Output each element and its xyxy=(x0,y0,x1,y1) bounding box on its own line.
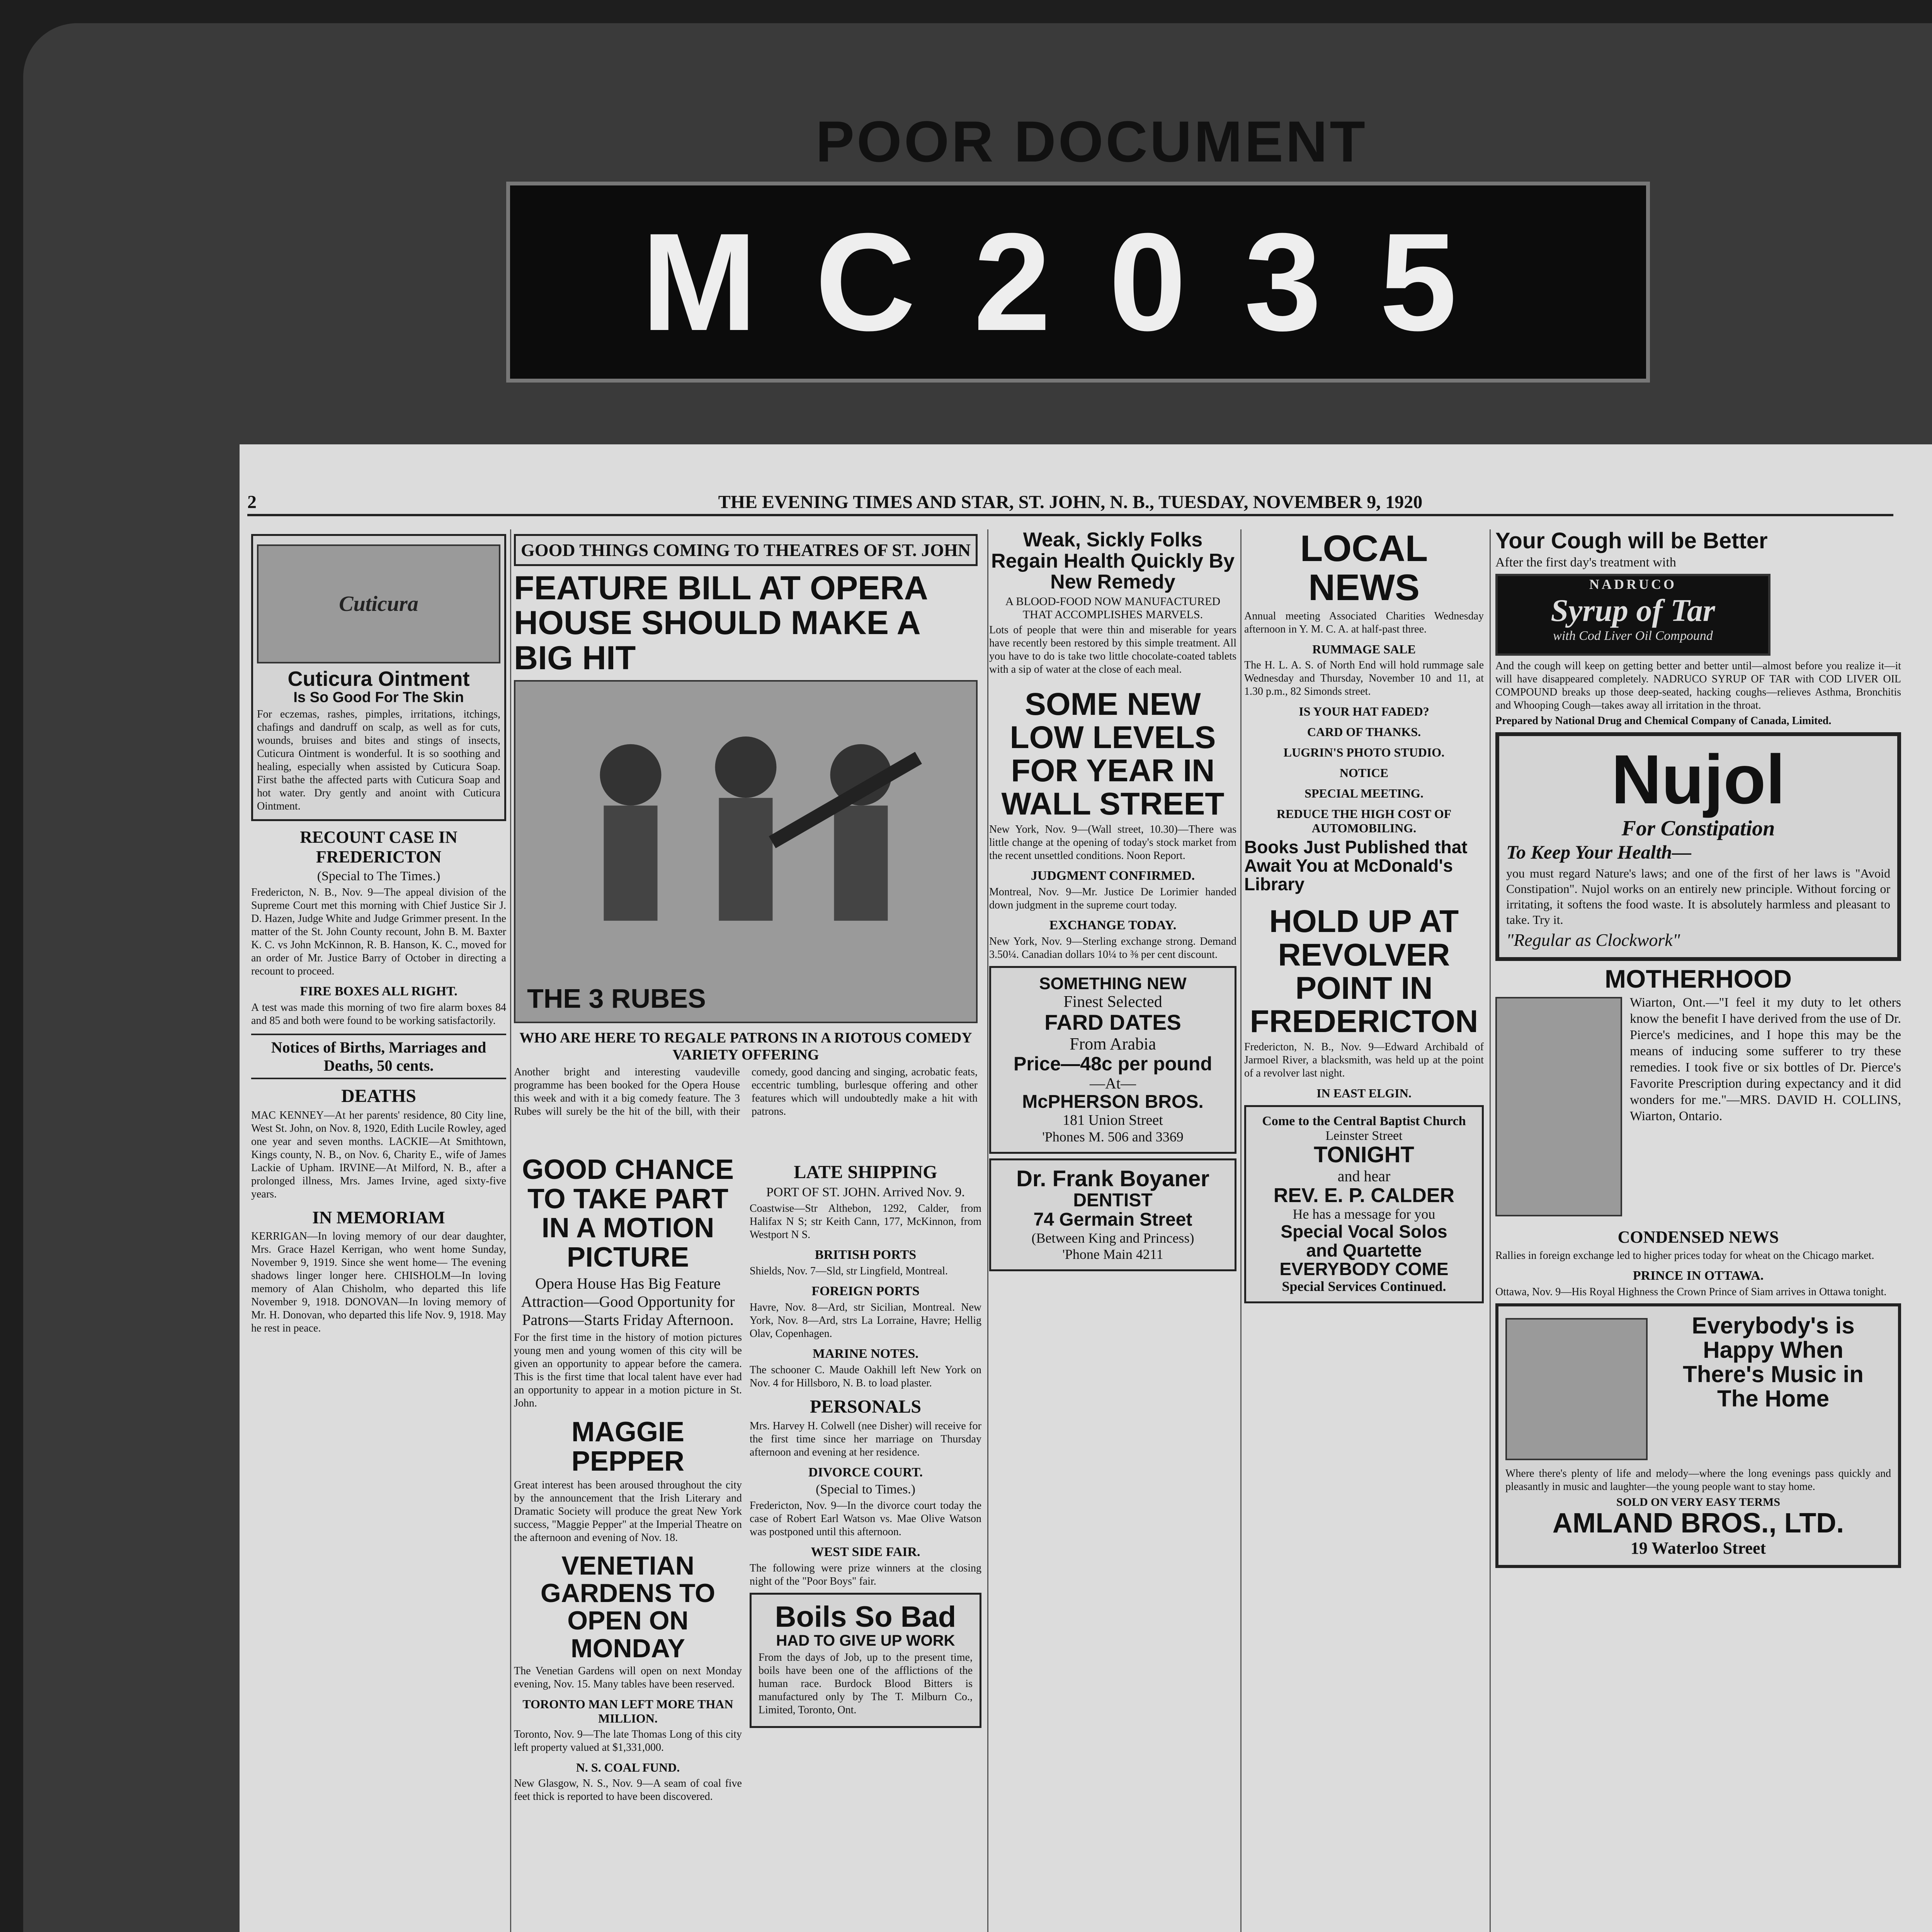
special-meeting-head: SPECIAL MEETING. xyxy=(1304,786,1423,800)
weak-folks-subhead: A BLOOD-FOOD NOW MANUFACTURED THAT ACCOMPLISHES MARVELS. xyxy=(1005,595,1221,621)
motherhood-headline: MOTHERHOOD xyxy=(1605,964,1792,993)
west-side-head: WEST SIDE FAIR. xyxy=(811,1545,920,1559)
books-notice: Books Just Published that Await You at McDonald's Library xyxy=(1244,837,1468,895)
judgment-head: JUDGMENT CONFIRMED. xyxy=(1031,869,1195,883)
column-2 xyxy=(514,1155,742,1932)
coal-headline: N. S. COAL FUND. xyxy=(576,1760,680,1775)
church-street: Leinster Street xyxy=(1325,1128,1403,1143)
automobiling-head: REDUCE THE HIGH COST OF AUTOMOBILING. xyxy=(1276,806,1452,835)
church-line: EVERYBODY COME xyxy=(1279,1259,1449,1279)
ad-address: 181 Union Street xyxy=(1063,1112,1163,1129)
syrup-of-tar-logo xyxy=(1495,574,1770,656)
ad-line: There's Music in xyxy=(1683,1361,1864,1388)
feature-headline: FEATURE BILL AT OPERA HOUSE SHOULD MAKE A BIG HIT xyxy=(514,570,927,677)
cartoon-caption: WHO ARE HERE TO REGALE PATRONS IN A RIOTOUS COMEDY VARIETY OFFERING xyxy=(519,1029,972,1063)
hat-faded-head: IS YOUR HAT FADED? xyxy=(1299,704,1429,718)
deaths-body: MAC KENNEY—At her parents' residence, 80 City line, West St. John, on Nov. 8, 1920, Edith Lucile Rowley, aged one year and seven months. LACKIE—At Smithtown, Kings county, N. B., on Nov. 6, Charity E., wife of James Lackie of Upham. IRVINE—At Milford, N. B., after a prolonged illness, Mrs. James Irvine, aged sixty-five years. xyxy=(251,1109,506,1200)
masthead xyxy=(247,491,1893,516)
condensed-news-head: CONDENSED NEWS xyxy=(1617,1228,1779,1247)
brand-label: Cuticura xyxy=(339,592,418,616)
church-line: and hear xyxy=(1337,1167,1391,1185)
prince-head: PRINCE IN OTTAWA. xyxy=(1633,1269,1764,1283)
logo-tagline: with Cod Liver Oil Compound xyxy=(1553,628,1713,643)
dentist-phone: 'Phone Main 4211 xyxy=(1062,1246,1163,1262)
column-rule xyxy=(987,529,988,1932)
feature-body: Another bright and interesting vaudeville programme has been booked for the Opera House this week and with it a big comedy feature. The 3 Rubes will surely be the hit of the bill, with their comedy, good dancing and singing, acrobatic feats, eccentric tumbling, burlesque offering and other features which will undoubtedly make a hit with patrons. xyxy=(514,1066,978,1117)
page-number: 2 xyxy=(247,492,257,512)
shipping-headline: LATE SHIPPING xyxy=(794,1162,937,1182)
notices-rate: Notices of Births, Marriages and Deaths, 50 cents. xyxy=(251,1034,506,1079)
fard-dates-ad xyxy=(989,966,1236,1154)
ad-store: McPHERSON BROS. xyxy=(1022,1091,1204,1112)
nujol-tagline: For Constipation xyxy=(1621,816,1775,840)
column-rule xyxy=(510,529,511,1932)
rummage-head: RUMMAGE SALE xyxy=(1312,642,1416,656)
british-ports-head: BRITISH PORTS xyxy=(815,1248,917,1262)
personals-head: PERSONALS xyxy=(810,1396,922,1417)
ad-price: Price—48c per pound xyxy=(1013,1053,1213,1075)
ad-body: Where there's plenty of life and melody—where the long evenings pass quickly and pleasantly in music and laughter—the young people want to stay home. xyxy=(1505,1468,1891,1493)
ad-phone: 'Phones M. 506 and 3369 xyxy=(1042,1129,1184,1145)
judgment-body: Montreal, Nov. 9—Mr. Justice De Lorimier handed down judgment in the supreme court today. xyxy=(989,886,1236,912)
ad-title: SOMETHING NEW xyxy=(1039,974,1187,993)
boils-body: From the days of Job, up to the present time, boils have been one of the afflictions of the human race. Burdock Blood Bitters is manufactured only by The T. Milburn Co., Limited, Toronto, Ont. xyxy=(759,1651,973,1716)
boils-ad xyxy=(750,1593,981,1728)
dentist-location: (Between King and Princess) xyxy=(1031,1230,1194,1246)
dentist-address: 74 Germain Street xyxy=(1033,1209,1192,1230)
wall-street-headline: SOME NEW LOW LEVELS FOR YEAR IN WALL STREET xyxy=(1001,686,1225,822)
church-line: Special Services Continued. xyxy=(1282,1279,1446,1294)
three-rubes-cartoon xyxy=(514,680,978,1023)
good-chance-headline: GOOD CHANCE TO TAKE PART IN A MOTION PICTURE xyxy=(522,1155,734,1273)
cough-body: And the cough will keep on getting better and better until—almost before you realize it—it will have disappeared completely. NADRUCO SYRUP OF TAR with COD LIVER OIL COMPOUND breaks up those deep-seated, hacking coughs—relieves Asthma, Bronchitis and Whooping Cough—takes away all irritation in the throat. xyxy=(1495,660,1901,711)
maggie-body: Great interest has been aroused throughout the city by the announcement that the Irish Literary and Dramatic Society will produce the great New York success, "Maggie Pepper" at the Imperial Theatre on the afternoon and evening of Nov. 18. xyxy=(514,1479,742,1544)
thanks-head: CARD OF THANKS. xyxy=(1307,724,1421,739)
recount-headline: RECOUNT CASE IN FREDERICTON xyxy=(300,827,457,866)
ad-line: Happy When xyxy=(1703,1337,1844,1363)
ad-line: Everybody's is xyxy=(1692,1313,1855,1339)
church-when: TONIGHT xyxy=(1314,1142,1414,1167)
cuticura-ad xyxy=(251,534,506,821)
divorce-head: DIVORCE COURT. xyxy=(808,1465,923,1480)
motherhood-body: Wiarton, Ont.—"I feel it my duty to let others know the benefit I have derived from the use of Dr. Pierce's medicines, and I hope this may be the means of inducing some sufferer to try these remedies. I took five or six bottles of Dr. Pierce's Favorite Prescription during expectancy and it did wonders for me."—MRS. DAVID H. COLLINS, Wiarton, Ontario. xyxy=(1630,995,1901,1124)
nujol-slogan: "Regular as Clockwork" xyxy=(1506,930,1680,950)
prince-body: Ottawa, Nov. 9—His Royal Highness the Crown Prince of Siam arrives in Ottawa tonight. xyxy=(1495,1286,1887,1298)
toronto-body: Toronto, Nov. 9—The late Thomas Long of this city left property valued at $1,331,000. xyxy=(514,1728,742,1754)
column-rule xyxy=(1490,529,1491,1932)
lugrin-head: LUGRIN'S PHOTO STUDIO. xyxy=(1283,745,1445,759)
ad-line: The Home xyxy=(1717,1386,1830,1412)
west-side-body: The following were prize winners at the closing night of the "Poor Boys" fair. xyxy=(750,1562,981,1587)
exchange-body: New York, Nov. 9—Sterling exchange strong. Demand 3.50¼. Canadian dollars 10¼ to ⅜ per cent discount. xyxy=(989,935,1236,961)
rummage-body: The H. L. A. S. of North End will hold rummage sale Wednesday and Thursday, November 10 and 11, at 1.30 p.m., 82 Simonds street. xyxy=(1244,659,1484,697)
nujol-headline: To Keep Your Health— xyxy=(1506,841,1692,863)
shipping-body: Coastwise—Str Althebon, 1292, Calder, from Halifax N S; str Keith Cann, 177, McKinnon, from Westport N S. xyxy=(750,1202,981,1241)
divorce-subhead: (Special to Times.) xyxy=(816,1482,915,1497)
theatre-feature xyxy=(514,529,978,1155)
ad-terms: SOLD ON VERY EASY TERMS xyxy=(1616,1496,1781,1509)
recount-body: Fredericton, N. B., Nov. 9—The appeal division of the Supreme Court met this morning with Chief Justice Sir J. D. Hazen, Judge White and Judge Grimmer present. In the matter of the St. John County recount, John B. M. Baxter K. C. vs John McKinnon, R. B. Hanson, K. C., moved for an order of Mr. Justice Barry of October in directing a recount to proceed. xyxy=(251,886,506,977)
masthead-title: THE EVENING TIMES AND STAR, ST. JOHN, N. B., TUESDAY, NOVEMBER 9, 1920 xyxy=(718,492,1423,512)
column-4 xyxy=(989,529,1236,1932)
church-line: and Quartette xyxy=(1306,1240,1422,1260)
dateline: (Special to The Times.) xyxy=(317,869,440,883)
cough-footer: Prepared by National Drug and Chemical Company of Canada, Limited. xyxy=(1495,714,1832,727)
ad-line: —At— xyxy=(1090,1074,1136,1092)
poor-document-label: POOR DOCUMENT xyxy=(816,109,1367,174)
logo-product: Syrup of Tar xyxy=(1551,592,1715,628)
ad-line: Finest Selected xyxy=(1063,993,1162,1011)
foreign-ports-head: FOREIGN PORTS xyxy=(811,1284,920,1298)
condensed-news-body: Rallies in foreign exchange led to higher prices today for wheat on the Chicago market. xyxy=(1495,1250,1874,1262)
cough-subhead: After the first day's treatment with xyxy=(1495,555,1676,570)
church-line: He has a message for you xyxy=(1293,1206,1435,1222)
local-news-headline: LOCAL NEWS xyxy=(1300,529,1428,608)
nujol-ad xyxy=(1495,732,1901,961)
fire-headline: FIRE BOXES ALL RIGHT. xyxy=(300,984,457,998)
cough-headline: Your Cough will be Better xyxy=(1495,529,1768,553)
ad-body: For eczemas, rashes, pimples, irritations, itchings, chafings and dandruff on scalp, as well as for cuts, wounds, bruises and bites and stings of insects, Cuticura Ointment is wonderful. It is so soothing and healing, especially when assisted by Cuticura Soap. First bathe the affected parts with Cuticura Soap and hot water. Dry gently and anoint with Cuticura Ointment. xyxy=(257,708,500,812)
maggie-headline: MAGGIE PEPPER xyxy=(571,1417,685,1477)
church-name: Come to the Central Baptist Church xyxy=(1262,1114,1466,1128)
nujol-body: you must regard Nature's laws; and one of the first of her laws is "Avoid Constipation". Nujol works on an entirely new principle. Without forcing or irritating, it softens the food waste. It is absolutely harmless and pleasant to take. Try it. xyxy=(1506,866,1890,927)
column-rule xyxy=(1240,529,1242,1932)
holdup-body: Fredericton, N. B., Nov. 9—Edward Archibald of Jarmoel River, a blacksmith, was held up at the point of a revolver last night. xyxy=(1244,1041,1484,1079)
wall-street-body: New York, Nov. 9—(Wall street, 10.30)—There was little change at the opening of today's stock market from the recent unsettled conditions. Noon Report. xyxy=(989,823,1236,862)
good-chance-subhead: Opera House Has Big Feature Attraction—Good Opportunity for Patrons—Starts Friday Afternoon. xyxy=(521,1275,735,1329)
cartoon-figures xyxy=(515,682,976,1022)
coal-body: New Glasgow, N. S., Nov. 9—A seam of coal five feet thick is reported to have been discovered. xyxy=(514,1777,742,1803)
church-speaker: REV. E. P. CALDER xyxy=(1273,1184,1455,1207)
ad-title: Cuticura Ointment xyxy=(287,667,470,690)
local-news-body: Annual meeting Associated Charities Wednesday afternoon in Y. M. C. A. at half-past three. xyxy=(1244,610,1484,635)
memoriam-body: KERRIGAN—In loving memory of our dear daughter, Mrs. Grace Hazel Kerrigan, who went home Sunday, November 9, 1919. Since she went home— The evening shadows linger longer here. CHISHOLM—In loving memory of Alan Chisholm, who departed this life November 9, 1918. DONOVAN—In loving memory of Mr. H. Donovan, who departed this life Nov. 9, 1918. May he rest in peace. xyxy=(251,1230,506,1334)
deaths-headline: DEATHS xyxy=(341,1085,416,1106)
dentist-title: DENTIST xyxy=(1073,1190,1153,1211)
phonograph-image xyxy=(1505,1318,1648,1460)
personals-body: Mrs. Harvey H. Colwell (nee Disher) will receive for the first time since her marriage on Thursday afternoon and evening at her residence. xyxy=(750,1420,981,1458)
foreign-ports-body: Havre, Nov. 8—Ard, str Sicilian, Montreal. New York, Nov. 8—Ard, strs La Lorraine, Havre; Hellig Olav, Copenhagen. xyxy=(750,1301,981,1340)
dentist-ad xyxy=(989,1158,1236,1271)
british-ports-body: Shields, Nov. 7—Sld, str Lingfield, Montreal. xyxy=(750,1265,948,1277)
column-1 xyxy=(251,529,506,1932)
east-elgin-head: IN EAST ELGIN. xyxy=(1316,1086,1412,1100)
ad-product: FARD DATES xyxy=(1044,1010,1181,1035)
holdup-headline: HOLD UP AT REVOLVER POINT IN FREDERICTON xyxy=(1250,904,1478,1039)
boils-headline: Boils So Bad xyxy=(775,1600,956,1633)
reel-code: MC2035 xyxy=(506,182,1650,383)
weak-folks-headline: Weak, Sickly Folks Regain Health Quickly By New Remedy xyxy=(991,529,1235,594)
divorce-body: Fredericton, Nov. 9—In the divorce court today the case of Robert Earl Watson vs. Mae Olive Watson was postponed until this afternoon. xyxy=(750,1500,981,1538)
weak-folks-body: Lots of people that were thin and miserable for years have recently been restored by this simple treatment. All you have to do is take two little chocolate-coated tablets with a sip of water at the close of each meal. xyxy=(989,624,1236,675)
church-ad xyxy=(1244,1105,1484,1303)
notice-head: NOTICE xyxy=(1339,765,1389,780)
toronto-headline: TORONTO MAN LEFT MORE THAN MILLION. xyxy=(522,1697,733,1726)
dentist-name: Dr. Frank Boyaner xyxy=(1016,1166,1209,1192)
boils-subhead: HAD TO GIVE UP WORK xyxy=(776,1632,955,1649)
column-5 xyxy=(1244,529,1484,1932)
ad-tagline: Is So Good For The Skin xyxy=(293,689,464,706)
shipping-subhead: PORT OF ST. JOHN. Arrived Nov. 9. xyxy=(766,1185,965,1199)
venetian-body: The Venetian Gardens will open on next Monday evening, Nov. 15. Many tables have been reserved. xyxy=(514,1665,742,1690)
marine-notes-body: The schooner C. Maude Oakhill left New York on Nov. 4 for Hillsboro, N. B. to load plaster. xyxy=(750,1364,981,1389)
church-line: Special Vocal Solos xyxy=(1281,1221,1447,1242)
logo-brand: NADRUCO xyxy=(1589,576,1677,592)
venetian-headline: VENETIAN GARDENS TO OPEN ON MONDAY xyxy=(540,1551,716,1663)
cartoon-label: THE 3 RUBES xyxy=(527,983,706,1014)
column-6 xyxy=(1495,529,1901,1932)
mother-child-illustration xyxy=(1495,997,1622,1216)
ad-store: AMLAND BROS., LTD. xyxy=(1552,1508,1844,1539)
ad-address: 19 Waterloo Street xyxy=(1630,1538,1766,1558)
ad-line: From Arabia xyxy=(1070,1034,1156,1054)
marine-notes-head: MARINE NOTES. xyxy=(813,1347,918,1361)
ointment-tin-image xyxy=(257,544,500,663)
fire-body: A test was made this morning of two fire alarm boxes 84 and 85 and both were found to be working satisfactorily. xyxy=(251,1001,506,1027)
memoriam-headline: IN MEMORIAM xyxy=(312,1207,445,1227)
phonograph-ad xyxy=(1495,1303,1901,1568)
good-chance-body: For the first time in the history of motion pictures young men and young women of this city will be given an opportunity to appear before the camera. This is the first time that local talent have ever had an opportunity to appear in a motion picture in St. John. xyxy=(514,1332,742,1410)
theatre-header: GOOD THINGS COMING TO THEATRES OF ST. JOHN xyxy=(514,534,978,566)
exchange-head: EXCHANGE TODAY. xyxy=(1049,918,1177,933)
column-3 xyxy=(750,1155,981,1932)
nujol-logo: Nujol xyxy=(1611,740,1785,818)
